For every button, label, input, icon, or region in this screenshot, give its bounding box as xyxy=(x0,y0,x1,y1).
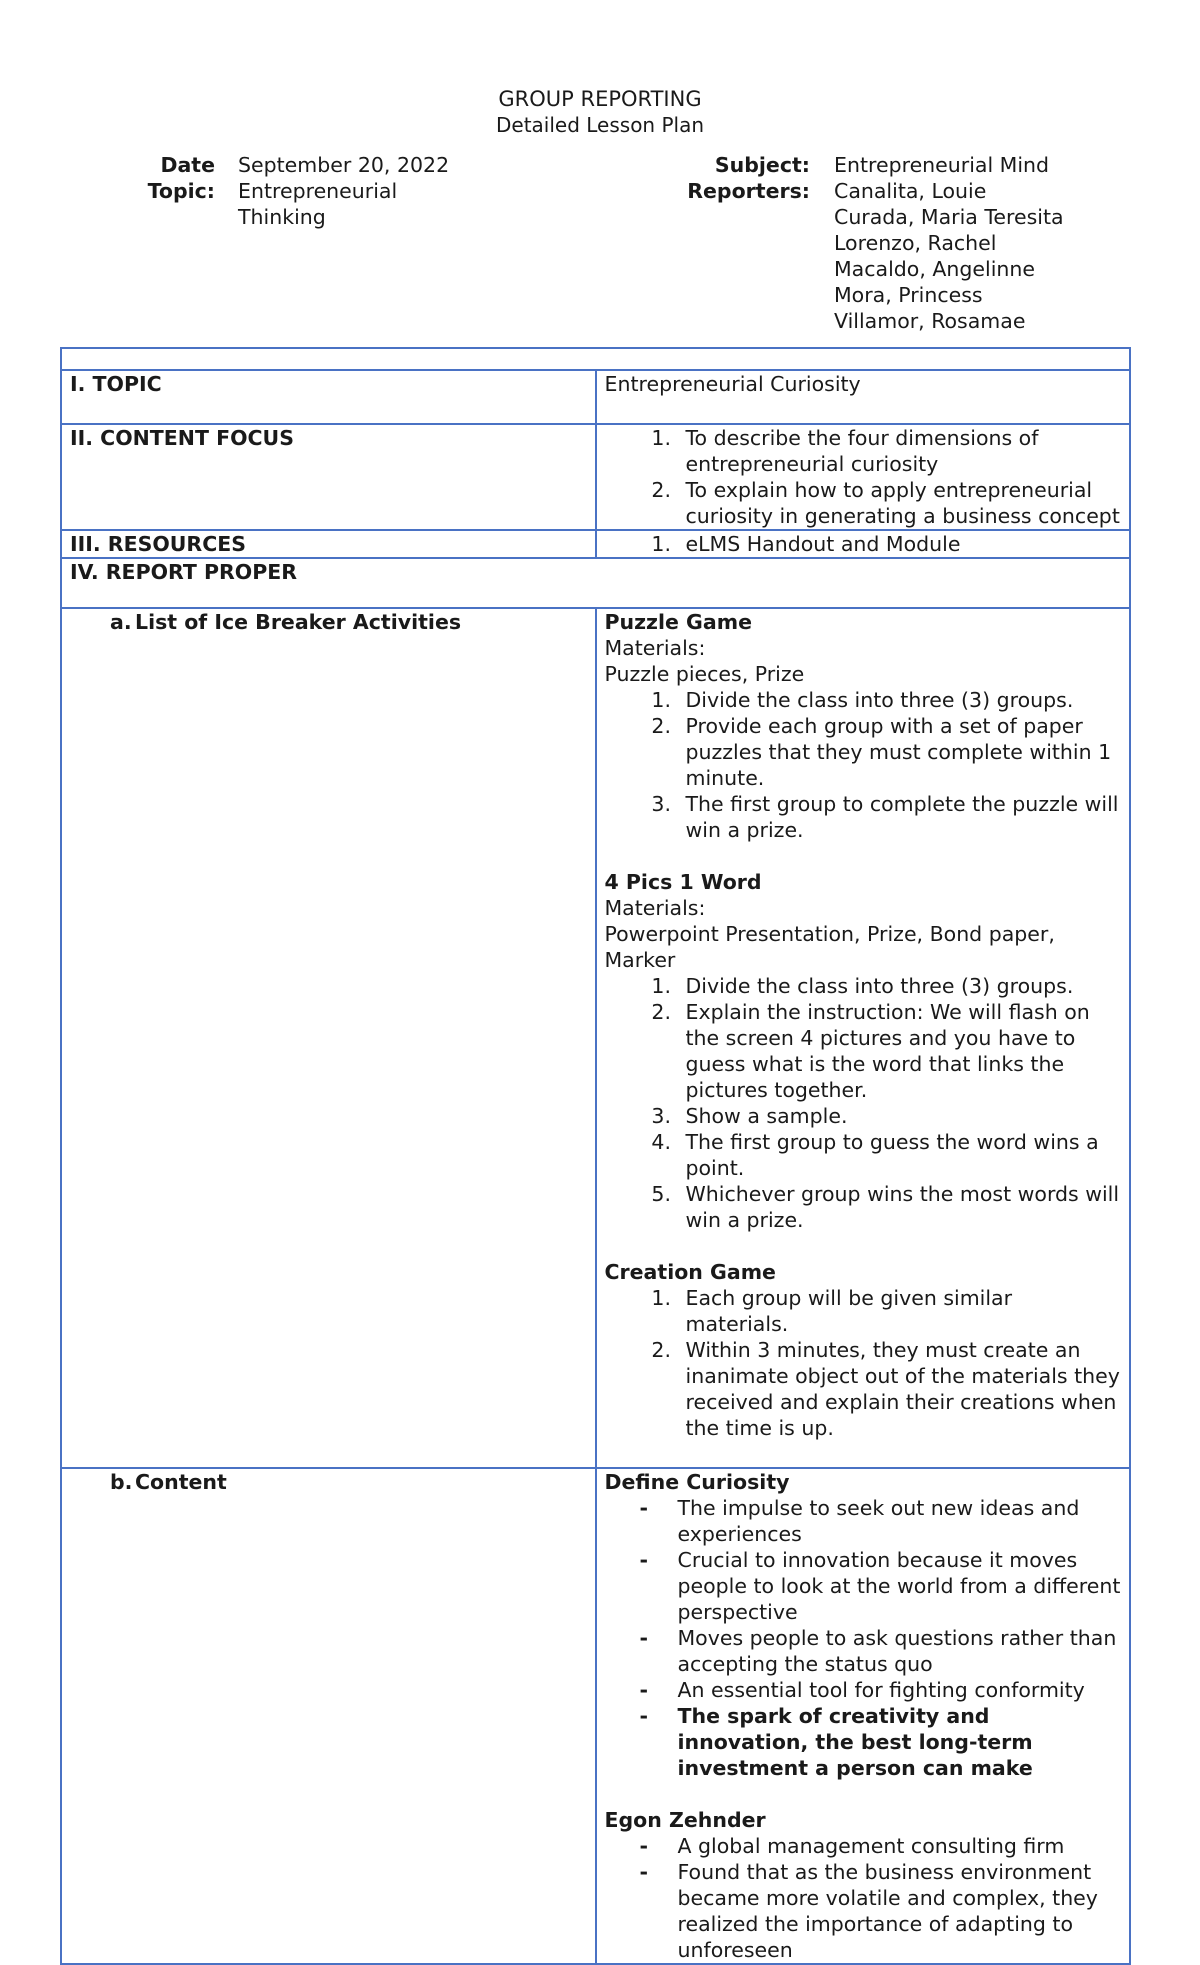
game-title: Creation Game xyxy=(604,1260,776,1284)
game-title: 4 Pics 1 Word xyxy=(604,870,762,894)
content-row xyxy=(61,1468,1130,1964)
list-item: 2. To explain how to apply entrepreneurial curiosity in generating a business concept xyxy=(678,477,1122,529)
icebreaker-label: a. List of Ice Breaker Activities xyxy=(110,610,462,634)
bullet-list xyxy=(605,1495,1122,1781)
game-steps xyxy=(605,973,1122,1233)
icebreaker-row xyxy=(61,608,1130,1468)
list-item: - Found that as the business environment became more volatile and complex, they realized the importance of adapting to unforeseen xyxy=(678,1859,1122,1963)
topic-value-line1: Entrepreneurial xyxy=(238,179,398,203)
materials-value: Powerpoint Presentation, Prize, Bond paper, Marker xyxy=(604,922,1055,972)
game-steps xyxy=(605,1285,1122,1441)
date-label: Date xyxy=(160,153,215,177)
reporter-name: Mora, Princess xyxy=(834,283,983,307)
list-item: 3. The first group to complete the puzzle will win a prize. xyxy=(678,791,1122,843)
list-item: 3. Show a sample. xyxy=(678,1103,1122,1129)
topic-row xyxy=(61,370,1130,424)
topic-row-value: Entrepreneurial Curiosity xyxy=(604,372,861,396)
document-title: GROUP REPORTING xyxy=(498,87,702,111)
list-item: 5. Whichever group wins the most words will win a prize. xyxy=(678,1181,1122,1233)
list-item: 1. Divide the class into three (3) groups. xyxy=(678,687,1122,713)
list-item: - The spark of creativity and innovation, the best long-term investment a person can make xyxy=(678,1703,1122,1781)
content-letter: b. xyxy=(110,1470,133,1494)
reporter-name: Lorenzo, Rachel xyxy=(834,231,997,255)
resources-list xyxy=(605,531,1122,557)
topic-row-label: I. TOPIC xyxy=(70,372,162,396)
content-focus-list xyxy=(605,425,1122,529)
section-title: Define Curiosity xyxy=(604,1470,790,1494)
reporter-name: Villamor, Rosamae xyxy=(834,309,1026,333)
list-item: 4. The first group to guess the word wins a point. xyxy=(678,1129,1122,1181)
list-item: 1. Divide the class into three (3) groups. xyxy=(678,973,1122,999)
content-focus-row xyxy=(61,424,1130,530)
topic-value-line2: Thinking xyxy=(238,205,326,229)
subject-value: Entrepreneurial Mind xyxy=(834,153,1050,177)
reporters-label: Reporters: xyxy=(687,179,810,203)
report-proper-label: IV. REPORT PROPER xyxy=(70,560,298,584)
bullet-list xyxy=(605,1833,1122,1963)
lesson-plan-table xyxy=(60,347,1131,1965)
content-focus-label: II. CONTENT FOCUS xyxy=(70,426,294,450)
reporter-name: Macaldo, Angelinne xyxy=(834,257,1035,281)
list-item: 1. Each group will be given similar materials. xyxy=(678,1285,1122,1337)
subject-label: Subject: xyxy=(714,153,810,177)
materials-label: Materials: xyxy=(604,896,706,920)
list-item: - Crucial to innovation because it moves people to look at the world from a different perspective xyxy=(678,1547,1122,1625)
icebreaker-letter: a. xyxy=(110,610,132,634)
list-item: 2. Explain the instruction: We will flash on the screen 4 pictures and you have to guess what is the word that links the pictures together. xyxy=(678,999,1122,1103)
list-item: - A global management consulting firm xyxy=(678,1833,1122,1859)
list-item: - The impulse to seek out new ideas and experiences xyxy=(678,1495,1122,1547)
resources-label: III. RESOURCES xyxy=(70,532,247,556)
report-proper-row xyxy=(61,558,1130,608)
materials-value: Puzzle pieces, Prize xyxy=(604,662,805,686)
reporter-name: Canalita, Louie xyxy=(834,179,987,203)
list-item: 2. Within 3 minutes, they must create an inanimate object out of the materials they received and explain their creations when the time is up. xyxy=(678,1337,1122,1441)
date-value: September 20, 2022 xyxy=(238,153,450,177)
game-title: Puzzle Game xyxy=(604,610,752,634)
document-subtitle: Detailed Lesson Plan xyxy=(495,113,705,137)
table-blank-row xyxy=(61,348,1130,370)
game-steps xyxy=(605,687,1122,843)
content-label: b. Content xyxy=(110,1470,227,1494)
materials-label: Materials: xyxy=(604,636,706,660)
section-title: Egon Zehnder xyxy=(604,1808,766,1832)
list-item: 1. eLMS Handout and Module xyxy=(678,531,1122,557)
reporter-name: Curada, Maria Teresita xyxy=(834,205,1064,229)
list-item: 2. Provide each group with a set of paper puzzles that they must complete within 1 minute. xyxy=(678,713,1122,791)
list-item: - An essential tool for fighting conformity xyxy=(678,1677,1122,1703)
resources-row xyxy=(61,530,1130,558)
list-item: - Moves people to ask questions rather than accepting the status quo xyxy=(678,1625,1122,1677)
list-item: 1. To describe the four dimensions of entrepreneurial curiosity xyxy=(678,425,1122,477)
topic-label: Topic: xyxy=(147,179,215,203)
